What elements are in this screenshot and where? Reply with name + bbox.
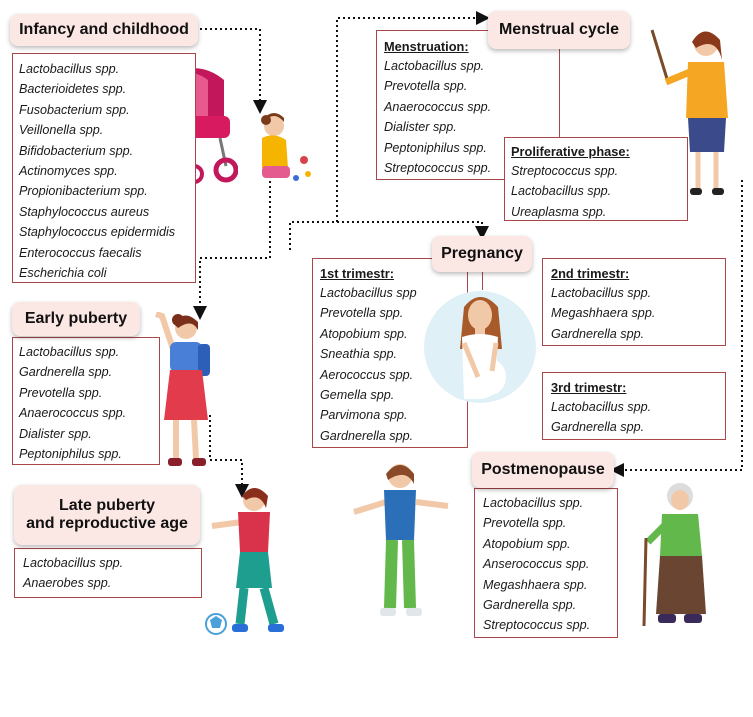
postmenopause-list-box [474, 488, 618, 638]
third-trimester-label: 3rd trimestr: [551, 380, 627, 395]
late-puberty-title-line2: and reproductive age [26, 515, 188, 532]
list-item: Gardnerella spp. [19, 365, 113, 380]
list-item: Megashhaera spp. [483, 577, 588, 592]
list-item: Streptococcus spp. [511, 164, 619, 178]
list-item: Anaerobes spp. [23, 576, 112, 591]
list-item: Aerococcus spp. [320, 367, 414, 382]
connector-toddler-to-early-puberty [200, 176, 270, 316]
elderly-woman-icon [632, 480, 718, 640]
second-trimester-box [542, 258, 726, 346]
list-item: Bifidobacterium spp. [19, 143, 134, 158]
connector-to-pregnancy [337, 222, 482, 236]
infancy-title: Infancy and childhood [10, 14, 198, 46]
early-puberty-list-box [12, 337, 160, 465]
second-trimester-label: 2nd trimestr: [551, 266, 630, 281]
list-item: Gardnerella spp. [551, 420, 645, 435]
list-item: Megashhaera spp. [551, 306, 656, 321]
list-item: Bacterioidetes spp. [19, 82, 127, 97]
menstruation-label: Menstruation: [384, 39, 469, 54]
late-puberty-list [23, 553, 201, 594]
first-trimester-label: 1st trimestr: [320, 266, 394, 281]
list-item: Gemella spp. [320, 388, 395, 403]
third-trimester-box [542, 372, 726, 440]
list-item: Propionibacterium spp. [19, 184, 148, 199]
list-item: Lactobacillus spp. [483, 496, 584, 510]
proliferative-box [504, 137, 688, 221]
list-item: Veillonella spp. [19, 123, 104, 138]
infancy-list [19, 59, 195, 283]
proliferative-label: Proliferative phase: [511, 144, 630, 159]
list-item: Actinomyces spp. [19, 164, 118, 179]
list-item: Lactobacillus spp. [551, 286, 652, 300]
late-puberty-list-box [14, 548, 202, 598]
list-item: Parvimona spp. [320, 408, 408, 423]
list-item: Dialister spp. [384, 120, 457, 135]
list-item: Dialister spp. [19, 426, 92, 441]
list-item: Sneathia spp. [320, 347, 398, 362]
list-item: Atopobium spp. [320, 326, 408, 341]
toddler-icon [254, 112, 316, 188]
list-item: Anserococcus spp. [483, 557, 590, 572]
list-item: Lactobacillus spp. [511, 184, 612, 199]
early-puberty-list [19, 342, 159, 464]
postmenopause-title: Postmenopause [472, 452, 614, 488]
list-item: Ureaplasma spp. [511, 204, 607, 219]
list-item: Peptoniphilus spp. [384, 140, 487, 155]
soccer-girl-icon [202, 484, 292, 644]
menstrual-title: Menstrual cycle [488, 11, 630, 49]
second-trimester-list [551, 283, 725, 344]
list-item: Peptoniphilus spp. [19, 447, 122, 462]
late-puberty-title [14, 485, 200, 545]
list-item: Lactobacillus spp. [551, 400, 652, 414]
connector-early-to-late-puberty [210, 415, 242, 494]
list-item: Atopobium spp. [483, 536, 571, 551]
list-item: Enterococcus faecalis [19, 245, 142, 260]
list-item: Prevotella spp. [384, 79, 468, 94]
postmenopause-list [483, 493, 617, 636]
list-item: Streptococcus spp. [483, 618, 591, 633]
list-item: Gardnerella spp. [551, 326, 645, 341]
list-item: Lactobacillus spp [320, 286, 417, 300]
pregnancy-title: Pregnancy [432, 236, 532, 272]
list-item: Staphylococcus aureus [19, 204, 150, 219]
list-item: Anaerococcus spp. [384, 99, 492, 114]
list-item: Gardnerella spp. [483, 598, 577, 613]
list-item: Prevotella spp. [320, 306, 404, 321]
list-item: Streptococcus spp. [384, 161, 492, 176]
pregnant-woman-icon [420, 285, 540, 415]
list-item: Lactobacillus spp. [384, 59, 485, 73]
list-item: Staphylococcus epidermidis [19, 225, 176, 240]
infancy-list-box [12, 53, 196, 283]
late-puberty-title-line1: Late puberty [58, 496, 155, 514]
woman-icon [348, 460, 454, 638]
list-item: Fusobacterium spp. [19, 102, 130, 117]
list-item: Escherichia coli [19, 266, 107, 281]
list-item: Lactobacillus spp. [23, 556, 124, 570]
third-trimester-list [551, 397, 725, 438]
list-item: Anaerococcus spp. [19, 406, 127, 421]
early-puberty-title: Early puberty [12, 302, 140, 336]
list-item: Lactobacillus spp. [19, 62, 120, 76]
list-item: Gardnerella spp. [320, 428, 414, 443]
list-item: Lactobacillus spp. [19, 345, 120, 359]
list-item: Prevotella spp. [19, 385, 103, 400]
list-item: Prevotella spp. [483, 516, 567, 531]
proliferative-list [511, 161, 687, 222]
